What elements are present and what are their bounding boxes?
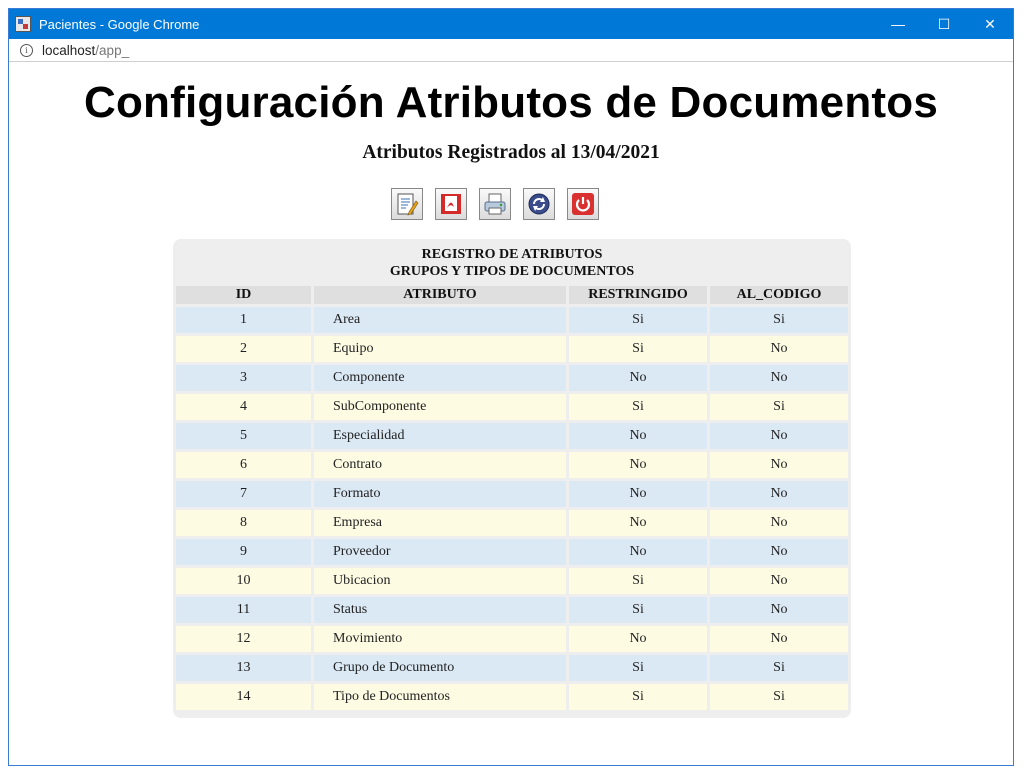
cell-al-codigo: No	[710, 365, 848, 391]
cell-al-codigo: No	[710, 568, 848, 594]
table-row[interactable]	[176, 539, 848, 565]
cell-id: 4	[176, 394, 311, 420]
cell-atributo: Especialidad	[314, 423, 566, 449]
pdf-button[interactable]	[435, 188, 467, 220]
cell-atributo: Grupo de Documento	[314, 655, 566, 681]
cell-al-codigo: No	[710, 597, 848, 623]
print-button[interactable]	[479, 188, 511, 220]
table-row[interactable]	[176, 481, 848, 507]
cell-atributo: Tipo de Documentos	[314, 684, 566, 710]
cell-id: 14	[176, 684, 311, 710]
cell-restringido: No	[569, 423, 707, 449]
url-path: /app_	[95, 42, 130, 58]
cell-al-codigo: Si	[710, 394, 848, 420]
table-title-line1: REGISTRO DE ATRIBUTOS	[421, 247, 603, 262]
cell-restringido: Si	[569, 655, 707, 681]
table-title	[173, 239, 851, 286]
page-subtitle: Atributos Registrados al 13/04/2021	[362, 142, 660, 163]
cell-al-codigo: Si	[710, 307, 848, 333]
power-button[interactable]	[567, 188, 599, 220]
refresh-icon	[526, 191, 552, 217]
column-header-al-codigo[interactable]: AL_CODIGO	[710, 286, 848, 304]
cell-atributo: Movimiento	[314, 626, 566, 652]
cell-restringido: Si	[569, 336, 707, 362]
cell-restringido: No	[569, 510, 707, 536]
attributes-panel	[173, 239, 851, 718]
cell-al-codigo: No	[710, 510, 848, 536]
table-row[interactable]	[176, 365, 848, 391]
table-title-line2: GRUPOS Y TIPOS DE DOCUMENTOS	[389, 264, 635, 279]
cell-atributo: Ubicacion	[314, 568, 566, 594]
cell-atributo: Contrato	[314, 452, 566, 478]
close-icon[interactable]: ✕	[984, 15, 996, 32]
toolbar	[391, 188, 599, 220]
cell-atributo: Status	[314, 597, 566, 623]
maximize-icon[interactable]: ☐	[937, 15, 951, 32]
table-row[interactable]	[176, 336, 848, 362]
table-row[interactable]	[176, 307, 848, 333]
cell-al-codigo: No	[710, 423, 848, 449]
title-bar	[9, 9, 1013, 39]
cell-id: 1	[176, 307, 311, 333]
cell-al-codigo: Si	[710, 655, 848, 681]
cell-restringido: Si	[569, 684, 707, 710]
cell-id: 7	[176, 481, 311, 507]
table-row[interactable]	[176, 510, 848, 536]
cell-id: 2	[176, 336, 311, 362]
cell-id: 10	[176, 568, 311, 594]
cell-restringido: No	[569, 452, 707, 478]
cell-id: 6	[176, 452, 311, 478]
cell-atributo: SubComponente	[314, 394, 566, 420]
cell-atributo: Empresa	[314, 510, 566, 536]
cell-restringido: Si	[569, 568, 707, 594]
table-row[interactable]	[176, 394, 848, 420]
table-row[interactable]	[176, 684, 848, 710]
refresh-button[interactable]	[523, 188, 555, 220]
table-row[interactable]	[176, 568, 848, 594]
cell-restringido: Si	[569, 394, 707, 420]
cell-restringido: No	[569, 481, 707, 507]
cell-restringido: No	[569, 539, 707, 565]
edit-document-button[interactable]	[391, 188, 423, 220]
cell-atributo: Componente	[314, 365, 566, 391]
window-title: Pacientes - Google Chrome	[39, 16, 200, 32]
print-icon	[482, 191, 508, 217]
cell-al-codigo: No	[710, 481, 848, 507]
cell-al-codigo: No	[710, 452, 848, 478]
cell-atributo: Equipo	[314, 336, 566, 362]
cell-al-codigo: No	[710, 336, 848, 362]
cell-id: 12	[176, 626, 311, 652]
cell-id: 3	[176, 365, 311, 391]
cell-atributo: Proveedor	[314, 539, 566, 565]
cell-al-codigo: Si	[710, 684, 848, 710]
table-row[interactable]	[176, 655, 848, 681]
address-bar[interactable]	[9, 39, 1013, 62]
cell-id: 13	[176, 655, 311, 681]
column-header-id[interactable]: ID	[176, 286, 311, 304]
column-header-restringido[interactable]: RESTRINGIDO	[569, 286, 707, 304]
table-row[interactable]	[176, 452, 848, 478]
cell-id: 5	[176, 423, 311, 449]
cell-atributo: Area	[314, 307, 566, 333]
cell-restringido: No	[569, 626, 707, 652]
cell-restringido: Si	[569, 597, 707, 623]
cell-restringido: No	[569, 365, 707, 391]
app-icon	[15, 16, 31, 32]
table-header-row	[176, 286, 848, 304]
page-content	[9, 62, 1013, 766]
cell-al-codigo: No	[710, 539, 848, 565]
minimize-icon[interactable]: —	[891, 16, 905, 32]
table-row[interactable]	[176, 626, 848, 652]
page-title: Configuración Atributos de Documentos	[84, 78, 938, 127]
cell-restringido: Si	[569, 307, 707, 333]
cell-id: 8	[176, 510, 311, 536]
table-row[interactable]	[176, 597, 848, 623]
table-row[interactable]	[176, 423, 848, 449]
cell-id: 9	[176, 539, 311, 565]
url-host: localhost	[42, 42, 96, 58]
power-icon	[570, 191, 596, 217]
pdf-icon	[438, 191, 464, 217]
info-icon[interactable]: i	[20, 44, 33, 57]
cell-atributo: Formato	[314, 481, 566, 507]
cell-al-codigo: No	[710, 626, 848, 652]
attributes-table	[173, 283, 851, 713]
cell-id: 11	[176, 597, 311, 623]
column-header-atributo[interactable]: ATRIBUTO	[314, 286, 566, 304]
edit-document-icon	[394, 191, 420, 217]
browser-window	[8, 8, 1014, 766]
